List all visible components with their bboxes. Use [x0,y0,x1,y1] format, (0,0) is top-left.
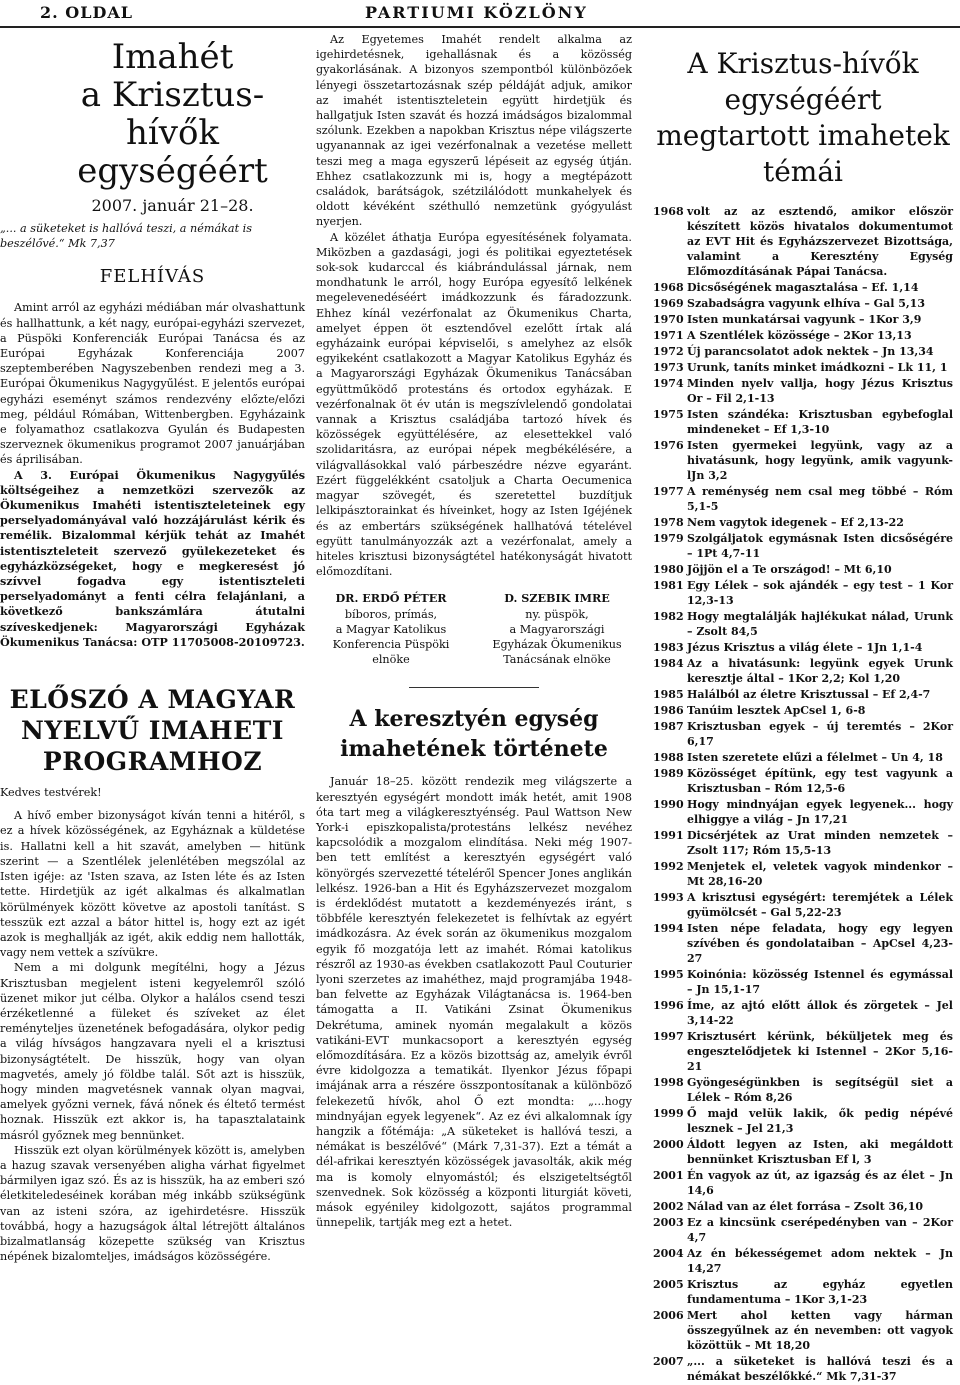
main-title-line: a Krisztus-hívők [80,75,265,153]
topic-item [653,531,953,561]
topic-year: 1973 [653,361,684,374]
topic-item [653,1354,953,1384]
topic-text: „... a süketeket is hallóvá teszi és a némákat beszélőkké.“ Mk 7,31-37 [687,1355,953,1383]
topic-text: Egy Lélek – sok ajándék – egy test – 1 Kor 12,3-13 [687,579,953,607]
divider [409,687,539,688]
greeting: Kedves testvérek! [0,786,102,800]
signatory-name: DR. ERDŐ PÉTER [335,591,447,606]
topic-item [653,1137,953,1167]
topic-text: Ő majd velük lakik, ők pedig népévé lesznek – Jel 21,3 [687,1107,953,1135]
intro-paragraph: Az Egyetemes Imahét rendelt alkalma az igehirdetésnek, igehallásnak és a közösség gyakorlásának. A bizonyos szempontból különbözőek lényegi összetartozásnak szép példáját adjuk, amikor az imahét istentiszteletein együtt hirdetjük és hallgatjuk Isten szavát és hozzá imádságos bizalommal szólunk. Ezekben a napokban Krisztus népe világszerte ugyanannak az igei vezérfonalnak a vezetése mellett teszi meg a maga egyszerű lépéseit az egység útján. Ehhez csatlakozzunk mi is, hogy a megtépázott családok, barátságok, szétzilálódott munkahelyek és oldott kévéként széthulló nemzetünk gyógyulást nyerjen. [316,33,632,229]
topic-item [653,656,953,686]
topic-year: 1993 [653,891,684,904]
topic-text: Krisztusért kérünk, béküljetek meg és engesztelődjetek ki Istennel – 2Kor 5,16-21 [687,1030,953,1073]
signatory-org: a Magyarországi Egyházak Ökumenikus Tanácsának elnöke [492,622,622,667]
topic-text: Isten szándéka: Krisztusban egybefoglal mindeneket – Ef 1,3-10 [687,408,953,436]
topic-text: Halálból az életre Krisztussal – Ef 2,4-7 [687,688,931,701]
topic-item [653,967,953,997]
eloszo-paragraph: Nem a mi dolgunk megítélni, hogy a Jézus Krisztusban megjelent isteni kegyelemről szóló üzenet mikor jut célba. Olykor a halálos csend teszi érzéketlenné a füleket és szíveket az élet reményteljes üzenetének befogadására, olykor pedig a világ hívságos hangzavara nyeli el a krisztusi bizonyságtételt. De hisszük, hogy van olyan magvetés, amely jó földbe talál. Sőt azt is hisszük, hogy minden magvetésnek vannak olyan magvai, amelyek győzni vernek, fává nőnek és éltető termést hoznak. Hisszük ezt akkor is, ha tapasztalataink másról győznek meg bennünket. [0,961,305,1142]
topic-item [653,484,953,514]
topic-text: Közösséget építünk, egy test vagyunk a Krisztusban – Róm 12,5-6 [687,767,953,795]
main-title-line: egységéért [77,151,268,191]
topic-year: 1996 [653,999,684,1012]
topic-item [653,703,953,718]
signatory-title: ny. püspök, [525,607,589,621]
topic-item [653,890,953,920]
history-heading: A keresztyén egység imahetének története [340,706,608,763]
intro-paragraph: A közélet áthatja Európa egyesítésének folyamata. Miközben a gazdasági, jogi és politikai egyeztetések sok-sok kudarccal és kiábrándulással járnak, nem mondhatunk le arról, hogy Európa egyesítő lelkének megelevenedéséért imádkozzunk és fáradozzunk. Ehhez kínál vezérfonalat az Ökumenikus Charta, amelyet éppen öt esztendővel ezelőtt írtak alá egyházaink európai képviselői, s amelyhez az elsők egyikeként csatlakozott a Magyar Katolikus Egyház és a Magyarországi Egyházak Ökumenikus Tanácsában együttműködő protestáns és ortodox egyházak. E vezérfonalnak öt év után is megszívlelendő gondolatai vannak a Krisztus családjába tartozó hívek és közösségek együttélésére, az elesettekkel való szolidaritásra, az európai népek megbékélésére, a világvallásokkal való párbeszédre nézve egyaránt. Ezért függelékként csatoljuk a Charta Oecumenica magyar szövegét, és szeretettel buzdítjuk lelkipásztorainkat és híveinket, hogy az Isten Igéjének és az embertárs szükségének hallhatóvá tételével együtt tanulmányozzák azt a vezérfonalat, amely a hiteles krisztusi bizonyságtétel hatékonyságát hivatott előmozdítani. [316,230,632,579]
topic-item [653,640,953,655]
topic-text: Koinónia: közösség Istennel és egymással – Jn 15,1-17 [687,968,953,996]
topic-year: 1971 [653,329,684,342]
topic-year: 1983 [653,641,684,654]
event-dates: 2007. január 21–28. [91,196,254,215]
topic-item [653,296,953,311]
topic-item [653,766,953,796]
topic-item [653,687,953,702]
topic-year: 1975 [653,408,684,421]
topic-text: Áldott legyen az Isten, aki megáldott bennünket Krisztusban Ef l, 3 [687,1138,953,1166]
column-right [653,32,953,1385]
topic-text: Krisztusban egyek – új teremtés – 2Kor 6,17 [687,720,953,748]
topic-item [653,1168,953,1198]
topic-year: 1978 [653,516,684,529]
motto: „... a süketeket is hallóvá teszi, a némákat is beszélővé.“ Mk 7,37 [0,222,252,251]
felhivas-heading: FELHÍVÁS [99,266,206,288]
eloszo-paragraph: A hívő ember bizonyságot kíván tenni a hitéről, s ez a hívek közösségének, az Egyháznak a küldetése is. Hallatni kell a hit szavát, amelyben — hitünk szerint — a Szentlélek jelenlétében megszólal az Isten igéje: az 'Isten szava, az Isten léte és az Isten tette. Hirdetjük az igét alkalmas és alkalmatlan körülmények között követve az apostoli tanítást. S tesszük ezt azzal a bátor hittel is, hogy ezt az igét azok is meghallják az igét, akik eddig nem hallották, vagy nem vettek a szívükre. [0,809,305,960]
topic-item [653,360,953,375]
topic-item [653,1029,953,1074]
topic-text: Gyöngeségünkben is segítségül siet a Lélek – Róm 8,26 [687,1076,953,1104]
topic-text: Jézus Krisztus a világ élete – 1Jn 1,1-4 [687,641,923,654]
topic-text: Krisztus az egyház egyetlen fundamentuma – 1Kor 3,1-23 [687,1278,953,1306]
topic-year: 2001 [653,1169,684,1182]
topic-text: Mert ahol ketten vagy hárman összegyűlnek az én nevemben: ott vagyok közöttük – Mt 18,20 [687,1309,953,1352]
topic-year: 2005 [653,1278,684,1291]
column-middle [316,32,632,1230]
topic-year: 1995 [653,968,684,981]
topics-heading: A Krisztus-hívők egységéért megtartott imahetek témái [656,47,950,188]
topic-text: Íme, az ajtó előtt állok és zörgetek – Jel 3,14-22 [687,999,953,1027]
eloszo-paragraph: Hisszük ezt olyan körülmények között is, amelyben a hazug szavak versenyében aligha várhat figyelmet bármilyen igaz szó. És az is hisszük, ha az emberi szó életkiteledeséinek korában még inkább szükségünk van az isteni szóra, az igehirdetésre. Hisszük továbbá, hogy a hazugságok által létrejött általános bizalmatlanság közepette szükség van Krisztus népének bizalomteljes, imádságos közösségére. [0,1143,305,1264]
topic-year: 1991 [653,829,684,842]
history-paragraph: Január 18–25. között rendezik meg világszerte a keresztyén egységért mondott imák hetét, amit 1908 óta tart meg a világkeresztyénség. Paul Wattson New York-i episzkopalista/protestáns lelkész nevéhez kapcsolódik a mozgalom elindítása. Neki még 1907-ben tett említést a keresztyén egységért való könyörgés szervezetté tételéről Spencer Jones anglikán lelkész. 1926-ban a Hit és Egyházszervezet mozgalom is érdeklődést mutatott a kezdeményezés iránt, s többféle keresztyén felekezetet is felhívtak az egyért imádkozásra. Az évek során az ökumenikus mozgalom egyik fő mozgatója lett az imahét. Római katolikus részről az 1930-as években csatlakozott Paul Couturier lyoni szerzetes az imahéthez, majd programjába 1948-ban felvette az Egyházak Világtanácsa is. 1964-ben támogatta a II. Vatikáni Zsinat Ökumenikus Dekrétuma, aminek nyomán megalakult a közös vatikáni-EVT munkacsoport a keresztyén egység előmozdítására. Ez a közös bizottság az, amelyik évről évre kidolgozza a tematikát. Ilyenkor Jézus főpapi imájának arra a részére összpontosítanak a különböző felekezetű hívők, ahol Ő ezt mondta: „...hogy mindnyájan egyek legyenek“. Az ez évi alkalomnak így hangzik a főtémája: „A süketeket is hallóvá teszi, a némákat is beszélővé“ (Márk 7,31-37). Ezt a témát a dél-afrikai keresztyén közösségek javasolták, akik még ma is komoly elnyomástól; és elszigeteltségtől szenvednek. Sok közösség a központi liturgiát követi, mások egyéniley kidolgozott, sajátos programmal ünnepelik, tartják meg ezt a hetet. [316,775,632,1230]
topic-text: A Szentlélek közössége – 2Kor 13,13 [687,329,912,342]
topic-text: Dicsérjétek az Urat minden nemzetek – Zsolt 117; Róm 15,5-13 [687,829,953,857]
topic-text: Hogy mindnyájan egyek legyenek... hogy elhiggye a világ – Jn 17,21 [687,798,953,826]
topic-year: 2004 [653,1247,684,1260]
topic-text: A krisztusi egységért: teremjétek a Lélek gyümölcsét – Gal 5,22-23 [687,891,953,919]
topic-item [653,998,953,1028]
topic-item [653,1215,953,1245]
topic-year: 1970 [653,313,684,326]
topic-year: 1968 [653,205,684,218]
topic-text: Új parancsolatot adok nektek – Jn 13,34 [687,345,934,358]
page-header [0,0,960,28]
topic-text: Szolgáljatok egymásnak Isten dicsőségére – 1Pt 4,7-11 [687,532,953,560]
topic-text: Az a hivatásunk: legyünk egyek Urunk keresztje által – 1Kor 2,2; Kol 1,20 [687,657,953,685]
topic-text: Nálad van az élet forrása – Zsolt 36,10 [687,1200,924,1213]
topic-year: 1972 [653,345,684,358]
topic-item [653,328,953,343]
topic-text: Jöjjön el a Te országod! – Mt 6,10 [687,563,892,576]
topic-item [653,438,953,483]
topic-text: Isten népe feladata, hogy egy legyen szívében és gondolataiban – ApCsel 4,23-27 [687,922,953,965]
signatory-org: a Magyar Katolikus Konferencia Püspöki elnöke [332,622,450,667]
topic-year: 1998 [653,1076,684,1089]
topic-item [653,407,953,437]
topic-text: A reménység nem csal meg többé – Róm 5,1-5 [687,485,953,513]
signature-block [482,591,632,667]
signatory-name: D. SZEBIK IMRE [504,591,610,606]
topic-year: 1976 [653,439,684,452]
topic-item [653,562,953,577]
topic-year: 1977 [653,485,684,498]
topic-text: Isten munkatársai vagyunk – 1Kor 3,9 [687,313,922,326]
eloszo-heading: ELŐSZÓ A MAGYAR NYELVŰ IMAHETI PROGRAMHOZ [9,685,296,777]
topic-item [653,1308,953,1353]
topic-year: 2002 [653,1200,684,1213]
topic-text: Minden nyelv vallja, hogy Jézus Krisztus Or – Fil 2,1-13 [687,377,953,405]
topic-text: Urunk, taníts minket imádkozni – Lk 11, 1 [687,361,948,374]
publication-name: PARTIUMI KÖZLÖNY [365,3,588,22]
topic-item [653,1199,953,1214]
topics-list [653,204,953,1384]
topic-item [653,828,953,858]
main-title-line: Imahét [111,37,234,77]
topic-item [653,376,953,406]
topic-year: 1990 [653,798,684,811]
topic-item [653,280,953,295]
topic-item [653,515,953,530]
topic-year: 1980 [653,563,684,576]
signature-block [316,591,466,667]
topic-year: 1997 [653,1030,684,1043]
topic-item [653,204,953,279]
topic-year: 2006 [653,1309,684,1322]
topic-text: Tanúim lesztek ApCsel 1, 6-8 [687,704,866,717]
topic-item [653,609,953,639]
topic-text: Dicsőségének magasztalása – Ef. 1,14 [687,281,919,294]
topic-text: Isten szeretete elűzi a félelmet – Un 4, 18 [687,751,943,764]
topic-year: 1984 [653,657,684,670]
topic-text: Én vagyok az út, az igazság és az élet – Jn 14,6 [687,1169,953,1197]
signatures [316,591,632,667]
topic-year: 2003 [653,1216,684,1229]
topic-year: 1982 [653,610,684,623]
topic-item [653,921,953,966]
topic-item [653,344,953,359]
topic-year: 1981 [653,579,684,592]
topic-item [653,1106,953,1136]
topic-year: 1989 [653,767,684,780]
topic-item [653,578,953,608]
topic-year: 1968 [653,281,684,294]
topic-item [653,719,953,749]
topic-year: 1987 [653,720,684,733]
topic-year: 1988 [653,751,684,764]
signatory-title: bíboros, prímás, [344,607,438,621]
felhivas-paragraph: Amint arról az egyházi médiában már olvashattunk és hallhattunk, a két nagy, európai-egyházi szervezet, a Püspöki Konferenciák Európai Tanácsa és az Európai Egyházak Konferenciája 2007 szeptemberében Nagyszebenben rendezi meg a 3. Európai Ökumenikus Nagygyűlést. E jelentős európai egyházi eseményt számos rendezvény előzte/előzi meg, például Rómában, Wittenbergben. Egyházaink e folyamathoz csatlakozva Gyulán és Budapesten szerveznek ökumenikus programot 2007 januárjában és áprilisában. [0,301,305,467]
topic-item [653,1075,953,1105]
topic-year: 2000 [653,1138,684,1151]
topic-year: 1969 [653,297,684,310]
topic-item [653,750,953,765]
topic-text: Nem vagytok idegenek – Ef 2,13-22 [687,516,904,529]
topic-year: 1985 [653,688,684,701]
page-label: 2. OLDAL [40,3,133,22]
topic-year: 1979 [653,532,684,545]
topic-text: Hogy megtalálják hajlékukat nálad, Urunk – Zsolt 84,5 [687,610,953,638]
topic-item [653,1246,953,1276]
topic-text: Szabadságra vagyunk elhíva – Gal 5,13 [687,297,925,310]
topic-year: 1974 [653,377,684,390]
topic-text: Menjetek el, veletek vagyok mindenkor – Mt 28,16-20 [687,860,953,888]
felhivas-paragraph: A 3. Európai Ökumenikus Nagygyűlés költségeihez a nemzetközi szervezők az Ökumenikus Imahéti istentiszteleteinek egy perselyadományával való hozzájárulást kérik és remélik. Bizalommal kérjük tehát az Imahét istentiszteleteit szervező gyülekezeteket és egyházközségeket, hogy e megkeresést jó szívvel fogadva egy istentiszteleti perselyadományt a fenti célra felajánlani, a következő bankszámlára átutalni szíveskedjenek: Magyarországi Egyházak Ökumenikus Tanácsa: OTP 11705008-20109723. [0,467,305,649]
topic-year: 1986 [653,704,684,717]
topic-text: Ez a kincsünk cserépedényben van – 2Kor 4,7 [687,1216,953,1244]
topic-text: Isten gyermekei legyünk, vagy az a hivatásunk, hogy legyünk, amik vagyunk- lJn 3,2 [687,439,953,482]
topic-item [653,1277,953,1307]
topic-year: 2007 [653,1355,684,1368]
topic-item [653,312,953,327]
topic-year: 1994 [653,922,684,935]
topic-text: Az én békességemet adom nektek – Jn 14,27 [687,1247,953,1275]
topic-text: volt az az esztendő, amikor először készített közös hivatalos dokumentumot az EVT Hit és Egyházszervezet Bizottsága, valamint a Keresztény Egység Előmozdításának Pápai Tanácsa. [687,205,953,278]
main-title [40,38,305,190]
topic-item [653,859,953,889]
column-left [0,32,305,1264]
topic-year: 1999 [653,1107,684,1120]
topic-item [653,797,953,827]
topic-year: 1992 [653,860,684,873]
